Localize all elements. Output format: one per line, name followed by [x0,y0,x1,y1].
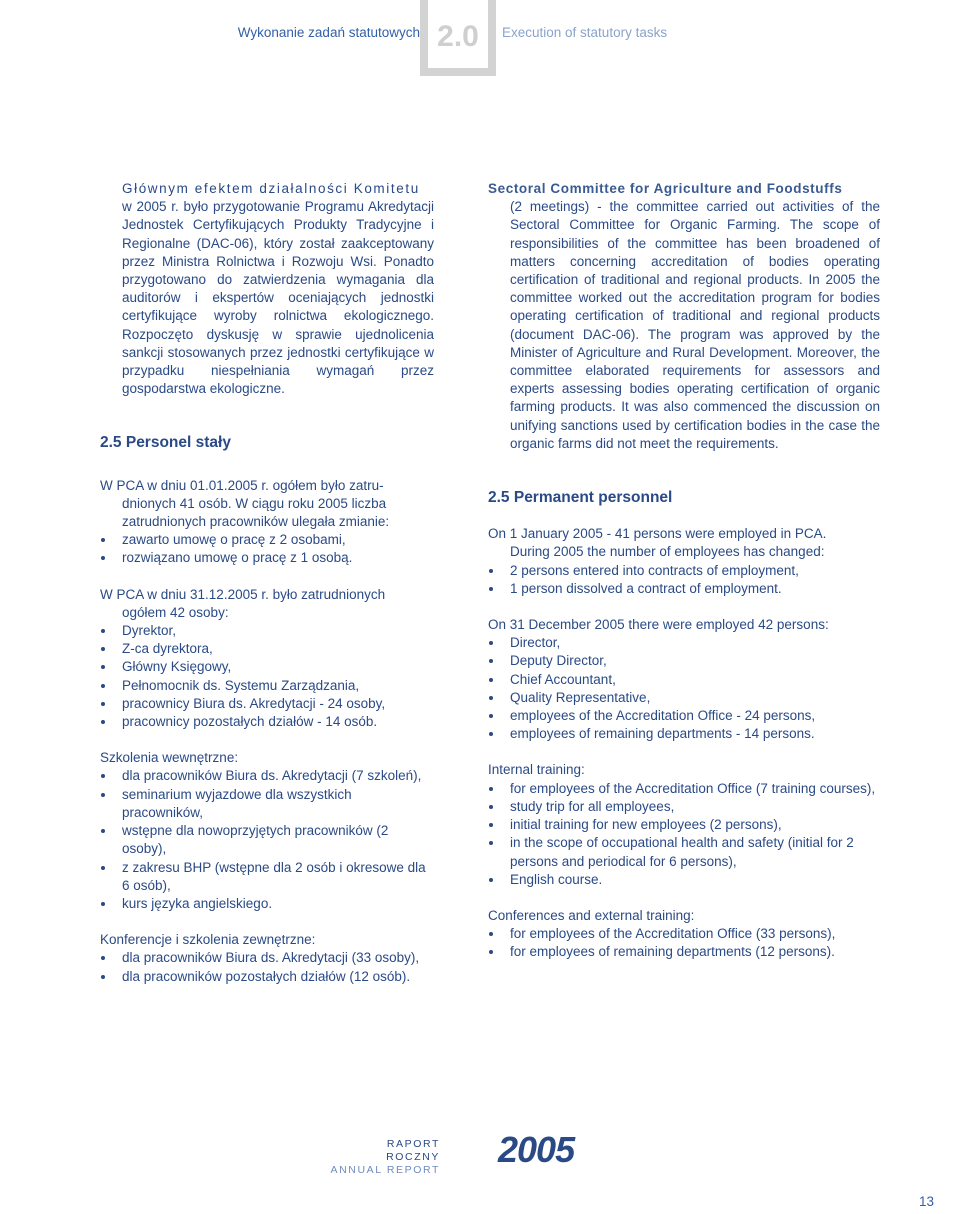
personnel-positions-list [488,634,880,743]
report-year: 2005 [498,1129,575,1170]
report-label-english: ANNUAL REPORT [330,1164,440,1176]
page-number: 13 [918,1194,934,1209]
list-item: pracownicy pozostałych działów - 14 osób. [100,713,434,731]
external-training-title: Konferencje i szkolenia zewnętrzne: [100,932,316,948]
list-item: Deputy Director, [488,652,880,670]
committee-text: (2 meetings) - the committee carried out activities of the Sectoral Committee for Organic Farming. The scope of responsibilities of the committee has been broadened of matters concerning accreditation of bodies operating certification of traditional and regional products. In 2005 the committee worked out the accreditation program for bodies operating certification of traditional and regional products (document DAC-06). The program was approved by the Minister of Agriculture and Rural Development. Moreover, the committee elaborated requirements for assessors and experts assessing bodies operating certification of organic farming products. It was also commenced the discussion on unifying sanctions used by certification bodies in the case the organic farms did not meet the requirements. [510,199,880,451]
list-item: 2 persons entered into contracts of employment, [488,562,880,580]
personnel-paragraph-1-rest: During 2005 the number of employees has changed: [510,544,825,560]
right-column [488,180,880,962]
committee-paragraph [488,180,880,453]
list-item: initial training for new employees (2 persons), [488,816,880,834]
list-item: study trip for all employees, [488,798,880,816]
list-item: pracownicy Biura ds. Akredytacji - 24 osoby, [100,695,434,713]
header-title-polish: Wykonanie zadań statutowych [237,25,420,40]
list-item: seminarium wyjazdowe dla wszystkich pracowników, [100,786,434,822]
list-item: Quality Representative, [488,689,880,707]
external-training-list [100,949,434,985]
list-item: employees of the Accreditation Office - 24 persons, [488,707,880,725]
list-item: wstępne dla nowoprzyjętych pracowników (2 osoby), [100,822,434,858]
personnel-changes-list [488,562,880,598]
list-item: dla pracowników Biura ds. Akredytacji (33 osoby), [100,949,434,967]
list-item: dla pracowników Biura ds. Akredytacji (7 szkoleń), [100,767,434,785]
list-item: Chief Accountant, [488,671,880,689]
list-item: zawarto umowę o pracę z 2 osobami, [100,531,434,549]
external-training-list-en [488,925,880,961]
personnel-paragraph-2: On 31 December 2005 there were employed 42 persons: [488,617,829,633]
list-item: for employees of the Accreditation Office (33 persons), [488,925,880,943]
internal-training-list [100,767,434,913]
staff-paragraph-1-rest: dnionych 41 osób. W ciągu roku 2005 liczba zatrudnionych pracowników ulegała zmianie: [122,495,390,530]
staff-paragraph-2-rest: ogółem 42 osoby: [122,604,229,620]
staff-paragraph-1-lead: W PCA w dniu 01.01.2005 r. ogółem było zatru- [100,477,384,493]
list-item: dla pracowników pozostałych działów (12 osób). [100,968,434,986]
list-item: for employees of the Accreditation Office (7 training courses), [488,780,880,798]
personnel-paragraph-1-lead: On 1 January 2005 - 41 persons were employed in PCA. [488,526,827,542]
list-item: Z-ca dyrektora, [100,640,434,658]
list-item: Dyrektor, [100,622,434,640]
staff-positions-list [100,622,434,731]
list-item: 1 person dissolved a contract of employment. [488,580,880,598]
internal-training-list-en [488,780,880,889]
list-item: rozwiązano umowę o pracę z 1 osobą. [100,549,434,567]
list-item: kurs języka angielskiego. [100,895,434,913]
intro-first-line: Głównym efektem działalności Komitetu [122,181,420,196]
list-item: English course. [488,871,880,889]
staff-paragraph-2-lead: W PCA w dniu 31.12.2005 r. było zatrudnionych [100,586,386,602]
committee-heading: Sectoral Committee for Agriculture and Foodstuffs [488,181,843,196]
chapter-box [420,0,496,76]
list-item: for employees of remaining departments (12 persons). [488,943,880,961]
section-title-pl: 2.5 Personel stały [100,434,231,452]
list-item: Director, [488,634,880,652]
internal-training-title: Szkolenia wewnętrzne: [100,750,239,766]
staff-paragraph-2 [100,586,434,622]
personnel-paragraph-1 [488,525,880,561]
left-column [100,180,434,986]
staff-changes-list [100,531,434,567]
chapter-number: 2.0 [437,20,479,53]
list-item: Główny Księgowy, [100,658,434,676]
report-label-polish: RAPORT ROCZNY [386,1138,440,1163]
external-training-title-en: Conferences and external training: [488,907,695,923]
intro-rest: w 2005 r. było przygotowanie Programu Akredytacji Jednostek Certyfikujących Produkty Tradycyjne i Regionalne (DAC-06), który został zaakceptowany przez Ministra Rolnictwa i Rozwoju Wsi. Ponadto przygotowano do zatwierdzenia wymagania dla auditorów i ekspertów oceniających jednostki certyfikujące wyroby rolnictwa ekologicznego. Rozpoczęto dyskusję w sprawie ujednolicenia sankcji stosowanych przez jednostki certyfikujące w przypadku niespełniania wymagań przez gospodarstwa ekologiczne. [122,199,434,397]
list-item: z zakresu BHP (wstępne dla 2 osób i okresowe dla 6 osób), [100,859,434,895]
annual-report-label [330,1138,440,1177]
header-title-english: Execution of statutory tasks [502,25,668,40]
intro-paragraph [100,180,434,398]
staff-paragraph-1 [100,477,434,532]
section-title-en: 2.5 Permanent personnel [488,489,673,507]
list-item: Pełnomocnik ds. Systemu Zarządzania, [100,677,434,695]
list-item: employees of remaining departments - 14 persons. [488,725,880,743]
list-item: in the scope of occupational health and safety (initial for 2 persons and periodical for 6 persons), [488,834,880,870]
internal-training-title-en: Internal training: [488,762,585,778]
